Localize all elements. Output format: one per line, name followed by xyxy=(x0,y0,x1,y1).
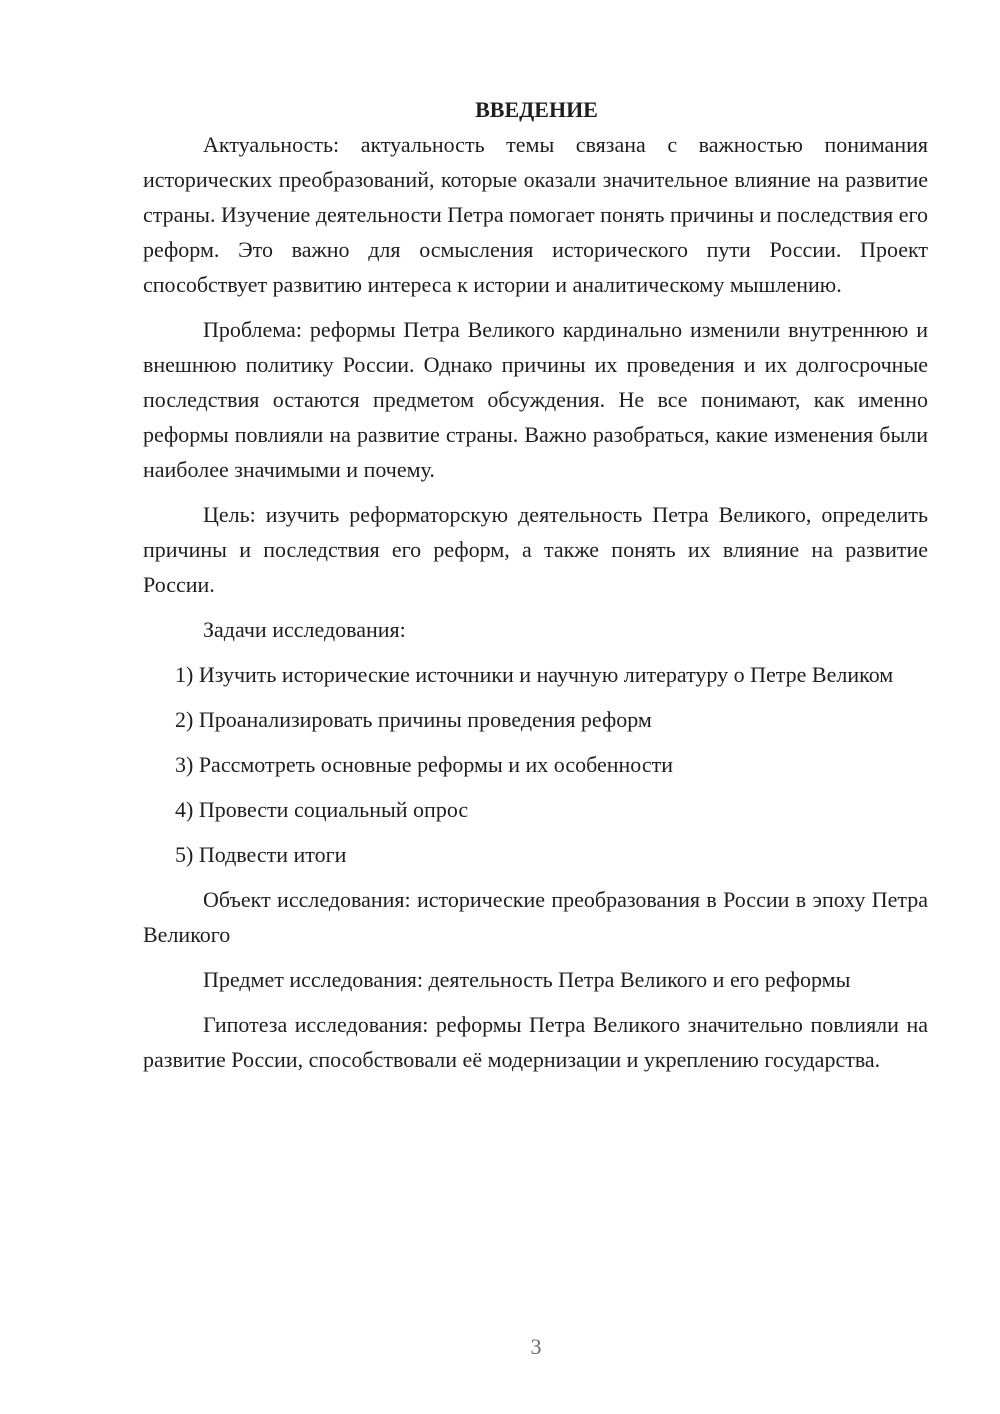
tasks-list xyxy=(143,657,928,872)
relevance-paragraph: Актуальность: актуальность темы связана с важностью понимания исторических преобразований, которые оказали значительное влияние на развитие страны. Изучение деятельности Петра помогает понять причины и последствия его реформ. Это важно для осмысления исторического пути России. Проект способствует развитию интереса к истории и аналитическому мышлению. xyxy=(143,132,928,297)
goal-paragraph: Цель: изучить реформаторскую деятельность Петра Великого, определить причины и последствия его реформ, а также понять их влияние на развитие России. xyxy=(143,502,928,597)
section-title: ВВЕДЕНИЕ xyxy=(475,97,598,122)
page-content xyxy=(143,92,928,1087)
task-item: 4) Провести социальный опрос xyxy=(175,797,469,822)
task-item: 3) Рассмотреть основные реформы и их особенности xyxy=(175,752,674,777)
problem-paragraph: Проблема: реформы Петра Великого кардинально изменили внутреннюю и внешнюю политику России. Однако причины их проведения и их долгосрочные последствия остаются предметом обсуждения. Не все понимают, как именно реформы повлияли на развитие страны. Важно разобраться, какие изменения были наиболее значимыми и почему. xyxy=(143,317,928,482)
page-number: 3 xyxy=(530,1334,542,1359)
subject-paragraph: Предмет исследования: деятельность Петра Великого и его реформы xyxy=(203,967,851,992)
object-paragraph: Объект исследования: исторические преобразования в России в эпоху Петра Великого xyxy=(143,887,928,947)
task-item: 1) Изучить исторические источники и научную литературу о Петре Великом xyxy=(175,662,894,687)
tasks-heading: Задачи исследования: xyxy=(203,617,406,642)
task-item: 2) Проанализировать причины проведения реформ xyxy=(175,707,652,732)
task-item: 5) Подвести итоги xyxy=(175,842,347,867)
hypothesis-paragraph: Гипотеза исследования: реформы Петра Великого значительно повлияли на развитие России, способствовали её модернизации и укреплению государства. xyxy=(143,1012,928,1072)
